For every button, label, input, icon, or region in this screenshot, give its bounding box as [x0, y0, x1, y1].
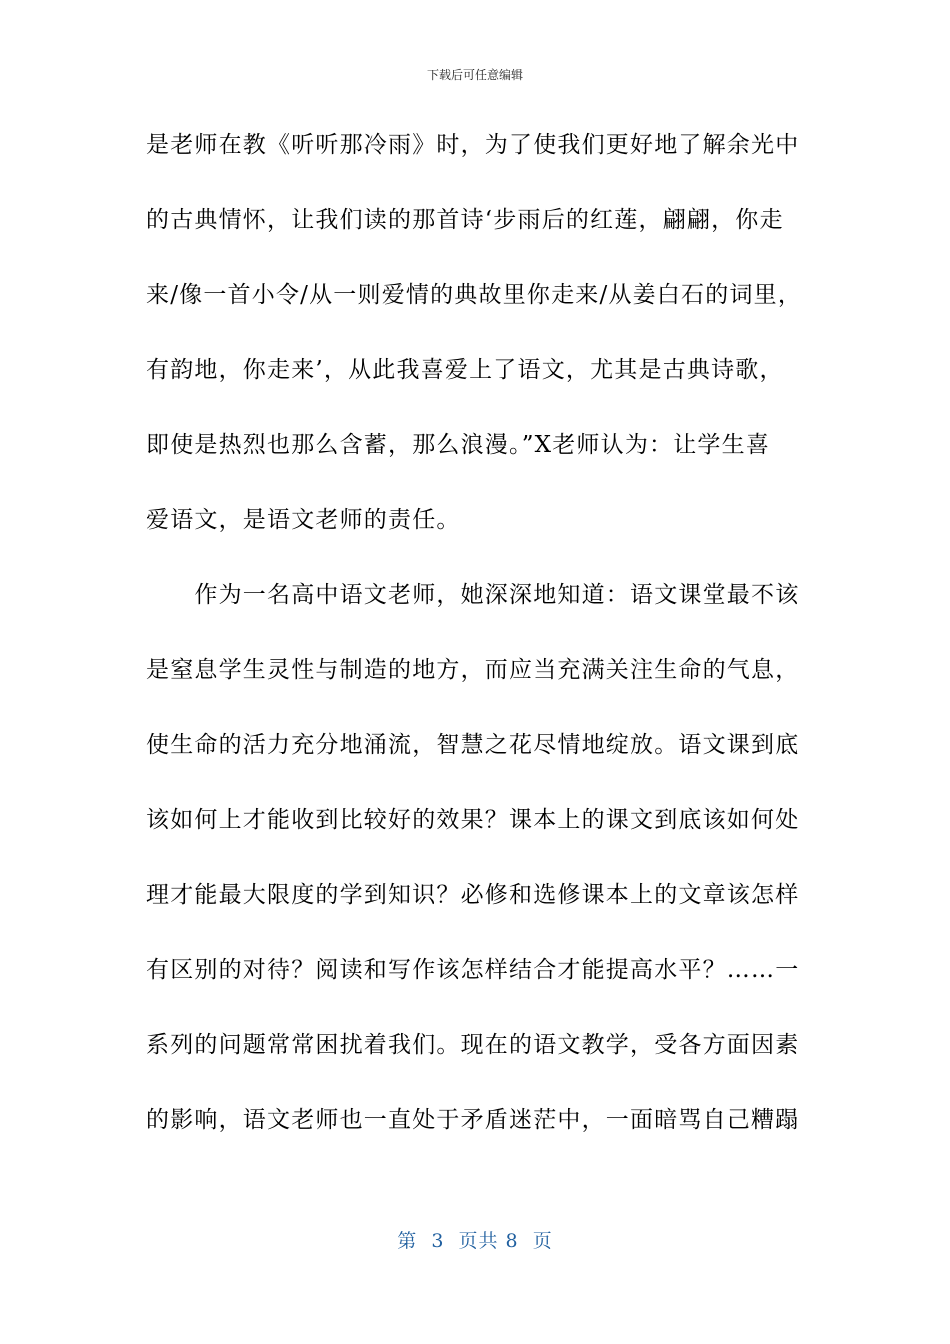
text-line: 是窒息学生灵性与制造的地方，而应当充满关注生命的气息， [146, 657, 800, 683]
text-line: 来/像一首小令/从一则爱情的典故里你走来/从姜白石的词里， [146, 282, 803, 308]
text-line: 系列的问题常常困扰着我们。现在的语文教学，受各方面因素 [146, 1032, 800, 1058]
text-line: 爱语文，是语文老师的责任。 [146, 507, 461, 533]
text-line: 理才能最大限度的学到知识？必修和选修课本上的文章该怎样 [146, 882, 800, 908]
text-line: 有韵地，你走来’，从此我喜爱上了语文，尤其是古典诗歌， [146, 357, 784, 383]
text-line: 即使是热烈也那么含蓄，那么浪漫。”X老师认为：让学生喜 [146, 432, 771, 458]
text-line: 的影响，语文老师也一直处于矛盾迷茫中，一面暗骂自己糟蹋 [146, 1107, 800, 1133]
text-line: 该如何上才能收到比较好的效果？课本上的课文到底该如何处 [146, 807, 800, 833]
text-line: 的古典情怀，让我们读的那首诗‘步雨后的红莲，翩翩，你走 [146, 207, 784, 233]
text-line: 作为一名高中语文老师，她深深地知道：语文课堂最不该 [146, 582, 800, 608]
text-line: 使生命的活力充分地涌流，智慧之花尽情地绽放。语文课到底 [146, 732, 800, 758]
page-number-footer: 第 3 页共 8 页 [397, 1230, 553, 1252]
header-note: 下载后可任意编辑 [426, 68, 523, 82]
text-line: 是老师在教《听听那冷雨》时，为了使我们更好地了解余光中 [146, 132, 800, 158]
text-line: 有区别的对待？阅读和写作该怎样结合才能提高水平？……一 [146, 957, 800, 983]
body-text [146, 118, 803, 1168]
